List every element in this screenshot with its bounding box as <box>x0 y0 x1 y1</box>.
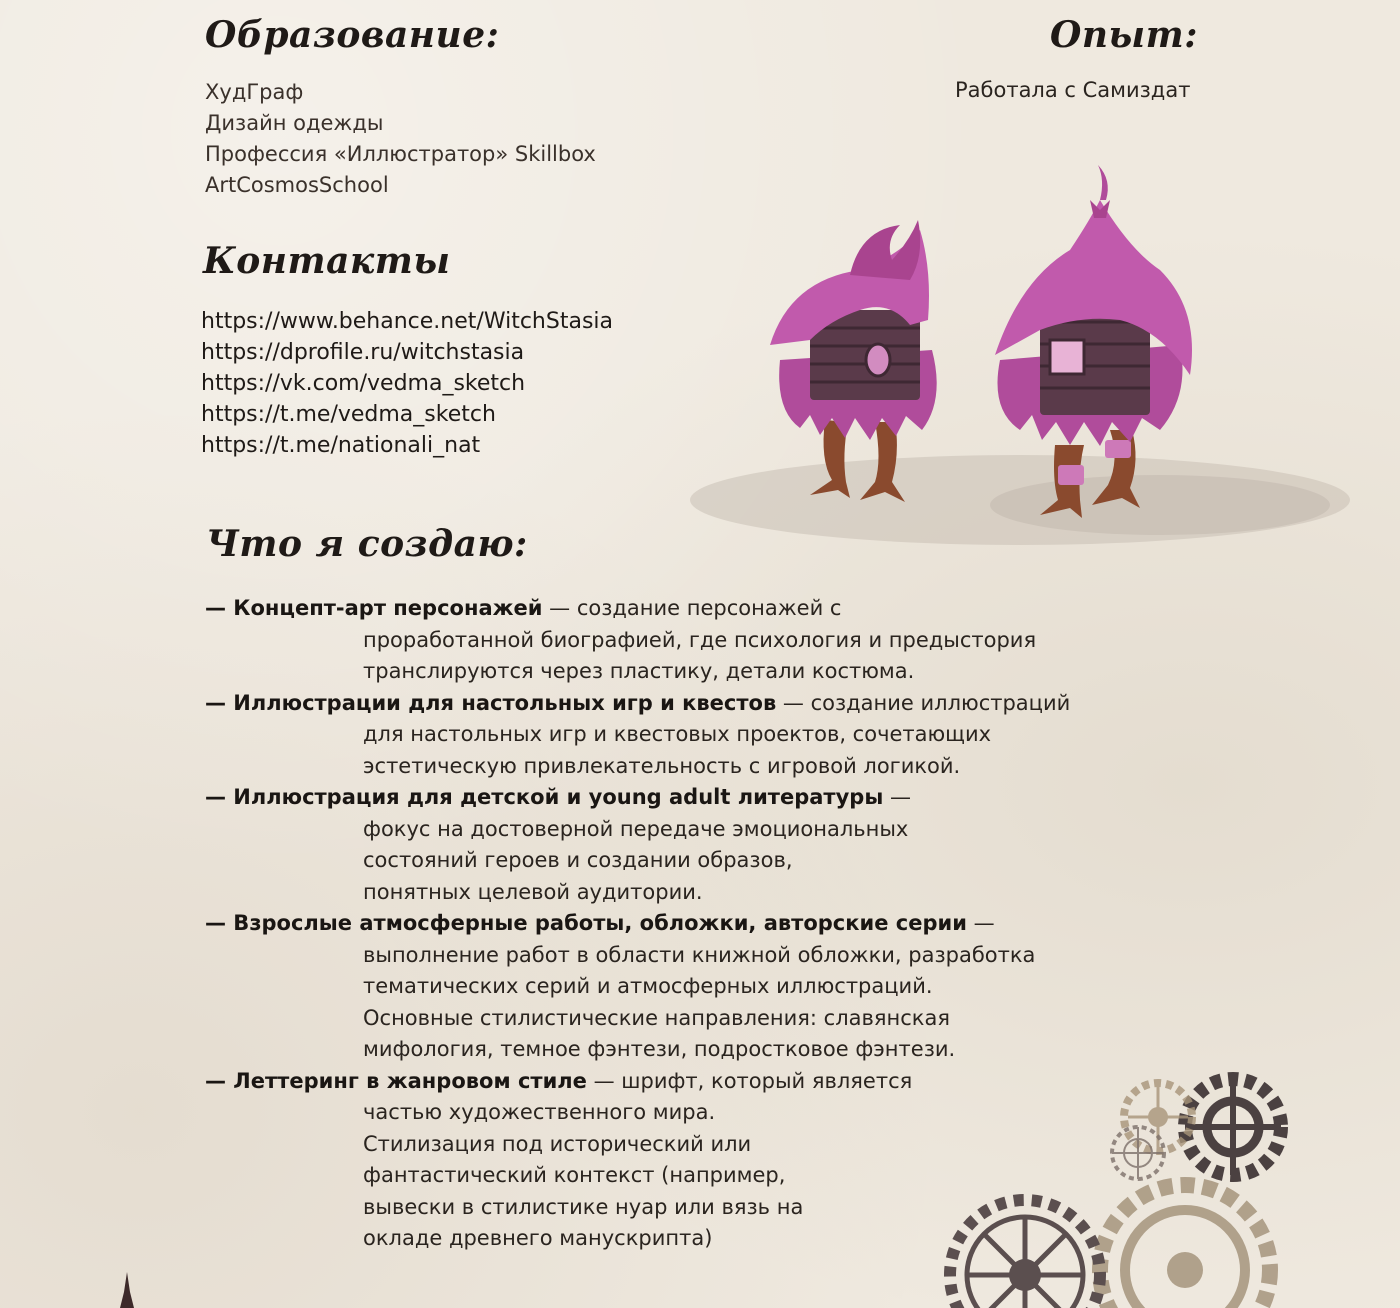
service-desc-line: транслируются через пластику, детали костюма. <box>363 659 915 683</box>
service-desc-line: окладе древнего манускрипта) <box>363 1226 713 1250</box>
service-desc-line: Основные стилистические направления: славянская <box>363 1005 950 1030</box>
contact-item <box>201 368 613 399</box>
chicken-leg-huts-illustration <box>660 160 1360 580</box>
service-title: — Взрослые атмосферные работы, обложки, авторские серии <box>205 911 967 935</box>
service-title: — Леттеринг в жанровом стиле <box>205 1068 587 1093</box>
gear-dark-right <box>1185 1079 1281 1175</box>
contact-item <box>201 399 613 430</box>
service-desc-start: — <box>966 911 995 935</box>
gear-web <box>1112 1127 1164 1179</box>
service-title: — Иллюстрация для детской и young adult литературы <box>205 785 884 809</box>
contact-item <box>201 337 613 368</box>
gears-decoration <box>930 1065 1310 1308</box>
service-desc-line: понятных целевой аудитории. <box>363 879 703 904</box>
service-desc-line: состояний героев и создании образов, <box>363 848 793 872</box>
education-item: Профессия «Иллюстратор» Skillbox <box>205 142 596 166</box>
contact-link-behance[interactable]: https://www.behance.net/WitchStasia <box>201 309 613 334</box>
education-item: Дизайн одежды <box>205 111 384 135</box>
contact-item <box>201 306 613 337</box>
service-title: — Концепт-арт персонажей <box>205 596 543 620</box>
service-desc-line: вывески в стилистике нуар или вязь на <box>363 1194 804 1219</box>
education-item: ArtCosmosSchool <box>205 173 389 197</box>
service-desc-start: — шрифт, который является <box>586 1068 913 1093</box>
experience-text: Работала с Самиздат <box>955 78 1191 102</box>
service-desc-line: частью художественного мира. <box>363 1100 716 1124</box>
service-desc-start: — создание персонажей с <box>542 596 842 620</box>
service-desc-line: выполнение работ в области книжной обложки, разработка <box>363 942 1036 967</box>
service-item <box>205 593 1065 688</box>
services-heading: Что я создаю: <box>206 523 528 565</box>
gear-dark-left <box>950 1200 1100 1308</box>
service-desc-line: Стилизация под исторический или <box>363 1131 752 1156</box>
contacts-list <box>201 306 613 461</box>
service-desc-line: фантастический контекст (например, <box>363 1163 786 1187</box>
contact-item <box>201 430 613 461</box>
education-list <box>205 77 596 201</box>
education-item: ХудГраф <box>205 80 304 104</box>
experience-heading: Опыт: <box>1050 14 1199 56</box>
contact-link-vk[interactable]: https://vk.com/vedma_sketch <box>201 371 526 396</box>
service-desc-start: — <box>883 785 911 809</box>
service-desc-line: для настольных игр и квестовых проектов, сочетающих <box>363 722 992 746</box>
contacts-heading: Контакты <box>203 240 451 282</box>
service-desc-line: проработанной биографией, где психология и предыстория <box>363 627 1037 652</box>
service-desc-line: фокус на достоверной передаче эмоциональных <box>363 816 909 841</box>
education-heading: Образование: <box>205 14 500 56</box>
service-item <box>205 782 1065 908</box>
contact-link-telegram-nationali[interactable]: https://t.me/nationali_nat <box>201 433 481 458</box>
service-desc-line: эстетическую привлекательность с игровой логикой. <box>363 753 961 778</box>
service-item <box>205 908 1065 1066</box>
contact-link-telegram[interactable]: https://t.me/vedma_sketch <box>201 402 496 427</box>
service-item <box>205 688 1071 783</box>
gear-large-brass <box>1100 1185 1270 1308</box>
contact-link-dprofile[interactable]: https://dprofile.ru/witchstasia <box>201 340 525 365</box>
service-title: — Иллюстрации для настольных игр и квестов <box>205 690 777 715</box>
service-desc-start: — создание иллюстраций <box>776 690 1071 715</box>
service-desc-line: тематических серий и атмосферных иллюстраций. <box>363 974 933 998</box>
gear-small-brass <box>1124 1083 1192 1151</box>
tower-spire-icon <box>112 1272 142 1308</box>
service-desc-line: мифология, темное фэнтези, подростковое фэнтези. <box>363 1037 956 1061</box>
